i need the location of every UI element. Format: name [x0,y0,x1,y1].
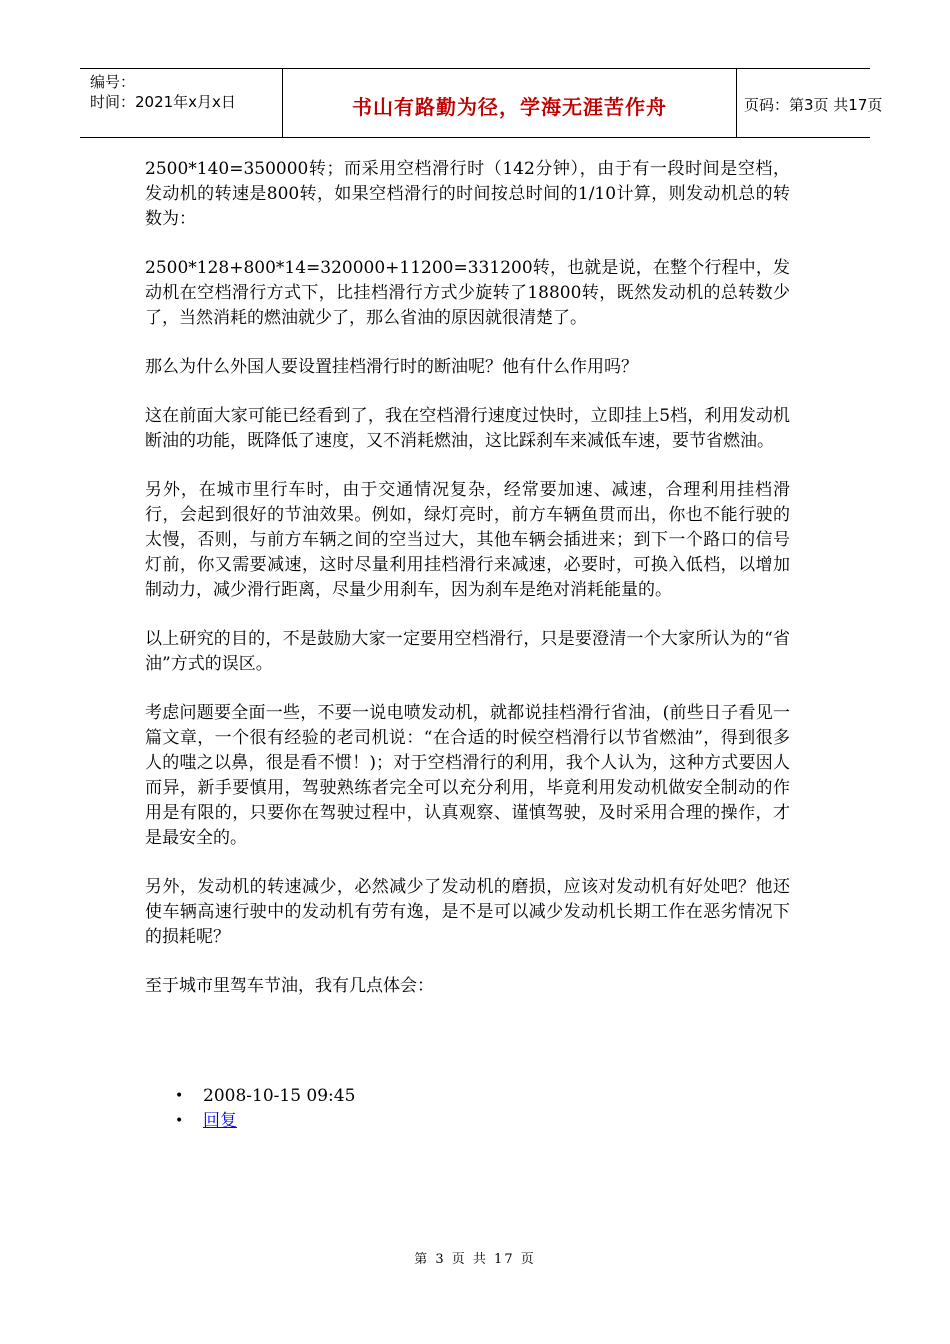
paragraph: 2500*140=350000转；而采用空档滑行时（142分钟），由于有一段时间是空档，发动机的转速是800转，如果空档滑行的时间按总时间的1/10计算，则发动机总的转数为： [145,159,790,229]
paragraph: 另外，在城市里行车时，由于交通情况复杂，经常要加速、减速，合理利用挂档滑行，会起到很好的节油效果。例如，绿灯亮时，前方车辆鱼贯而出，你也不能行驶的太慢，否则，与前方车辆之间的空当过大，其他车辆会插进来；到下一个路口的信号灯前，你又需要减速，这时尽量利用挂档滑行来减速，必要时，可换入低档，以增加制动力，减少滑行距离，尽量少用刹车，因为刹车是绝对消耗能量的。 [145,480,790,600]
header-left-cell [80,69,282,137]
page-number-label: 页码：第3页 共17页 [744,96,883,114]
list-item [175,1109,355,1134]
post-meta-list [175,1084,355,1134]
paragraph: 以上研究的目的，不是鼓励大家一定要用空档滑行，只是要澄清一个大家所认为的“省油”方式的误区。 [145,629,790,674]
header-right-cell [736,69,883,137]
paragraph: 至于城市里驾车节油，我有几点体会： [145,976,434,996]
header-motto: 书山有路勤为径，学海无涯苦作舟 [352,95,667,119]
paragraph: 那么为什么外国人要设置挂档滑行时的断油呢？他有什么作用吗？ [145,357,638,377]
reply-link[interactable]: 回复 [203,1111,237,1131]
document-number-label: 编号： [90,73,136,91]
paragraph: 这在前面大家可能已经看到了，我在空档滑行速度过快时，立即挂上5档，利用发动机断油的功能，既降低了速度，又不消耗燃油，这比踩刹车来减低车速，要节省燃油。 [145,406,790,451]
paragraph: 考虑问题要全面一些，不要一说电喷发动机，就都说挂档滑行省油，(前些日子看见一篇文章，一个很有经验的老司机说：“在合适的时候空档滑行以节省燃油”，得到很多人的嗤之以鼻，很是看不惯！)；对于空档滑行的利用，我个人认为，这种方式要因人而异，新手要慎用，驾驶熟练者完全可以充分利用，毕竟利用发动机做安全制动的作用是有限的，只要你在驾驶过程中，认真观察、谨慎驾驶，及时采用合理的操作，才是最安全的。 [145,703,790,848]
bullet-icon: • [175,1113,184,1129]
list-item [175,1084,355,1109]
header-motto-cell [282,69,737,137]
document-date-label: 时间：2021年x月x日 [90,93,236,111]
bullet-icon: • [175,1088,184,1104]
page-footer: 第 3 页 共 17 页 [414,1252,536,1267]
page-header [80,68,883,138]
article-body [145,157,790,1023]
post-timestamp: 2008-10-15 09:45 [203,1086,356,1106]
paragraph: 另外，发动机的转速减少，必然减少了发动机的磨损，应该对发动机有好处吧？他还使车辆高速行驶中的发动机有劳有逸，是不是可以减少发动机长期工作在恶劣情况下的损耗呢？ [145,877,790,947]
paragraph: 2500*128+800*14=320000+11200=331200转，也就是说，在整个行程中，发动机在空档滑行方式下，比挂档滑行方式少旋转了18800转，既然发动机的总转数少了，当然消耗的燃油就少了，那么省油的原因就很清楚了。 [145,258,790,328]
